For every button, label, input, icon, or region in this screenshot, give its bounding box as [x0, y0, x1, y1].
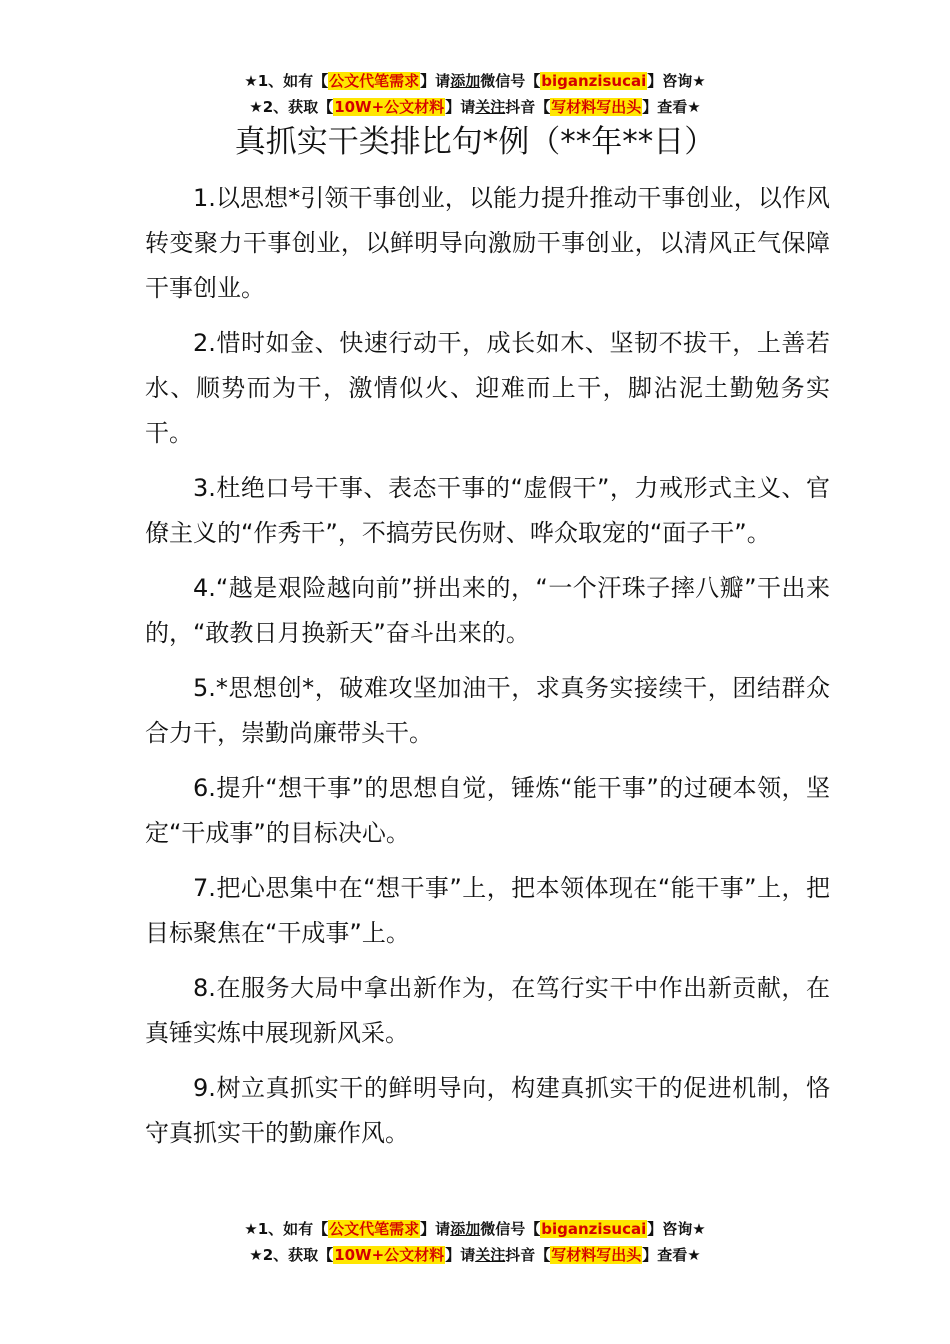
- highlight-materials: 10W+公文材料: [334, 98, 445, 116]
- paragraph-3: 3.杜绝口号干事、表态干事的“虚假干”，力戒形式主义、官僚主义的“作秀干”，不搞劳民伤财、哗众取宠的“面子干”。: [145, 474, 830, 547]
- header-banner: [0, 68, 950, 120]
- footer-highlight-materials: 10W+公文材料: [334, 1246, 445, 1264]
- footer-highlight-douyin-account: 写材料写出头: [551, 1246, 642, 1264]
- paragraph-4: 4.“越是艰险越向前”拼出来的，“一个汗珠子摔八瓣”干出来的，“敢教日月换新天”奋斗出来的。: [145, 574, 830, 647]
- banner-line-1: ★1、如有【公文代笔需求】请添加微信号【biganzisucai】咨询★: [244, 72, 706, 90]
- paragraph-8: 8.在服务大局中拿出新作为，在笃行实干中作出新贡献，在真锤实炼中展现新风采。: [145, 974, 830, 1047]
- document-body: [145, 176, 830, 1166]
- paragraph-7: 7.把心思集中在“想干事”上，把本领体现在“能干事”上，把目标聚焦在“干成事”上。: [145, 874, 830, 947]
- highlight-wechat-id: biganzisucai: [541, 72, 647, 90]
- paragraph-6: 6.提升“想干事”的思想自觉，锤炼“能干事”的过硬本领，坚定“干成事”的目标决心。: [145, 774, 830, 847]
- banner-line-2: ★2、获取【10W+公文材料】请关注抖音【写材料写出头】查看★: [249, 98, 701, 116]
- highlight-writing-service: 公文代笔需求: [329, 72, 420, 90]
- footer-highlight-wechat-id: biganzisucai: [541, 1220, 647, 1238]
- paragraph-1: 1.以思想*引领干事创业，以能力提升推动干事创业，以作风转变聚力干事创业，以鲜明导向激励干事创业，以清风正气保障干事创业。: [145, 184, 830, 302]
- footer-line-2: ★2、获取【10W+公文材料】请关注抖音【写材料写出头】查看★: [249, 1246, 701, 1264]
- paragraph-2: 2.惜时如金、快速行动干，成长如木、坚韧不拔干，上善若水、顺势而为干，激情似火、迎难而上干，脚沾泥土勤勉务实干。: [145, 329, 830, 447]
- highlight-douyin-account: 写材料写出头: [551, 98, 642, 116]
- paragraph-9: 9.树立真抓实干的鲜明导向，构建真抓实干的促进机制，恪守真抓实干的勤廉作风。: [145, 1074, 830, 1147]
- footer-highlight-writing-service: 公文代笔需求: [329, 1220, 420, 1238]
- document-title: 真抓实干类排比句*例（**年**日）: [234, 124, 716, 160]
- footer-banner: [0, 1216, 950, 1268]
- footer-line-1: ★1、如有【公文代笔需求】请添加微信号【biganzisucai】咨询★: [244, 1220, 706, 1238]
- paragraph-5: 5.*思想创*，破难攻坚加油干，求真务实接续干，团结群众合力干，崇勤尚廉带头干。: [145, 674, 830, 747]
